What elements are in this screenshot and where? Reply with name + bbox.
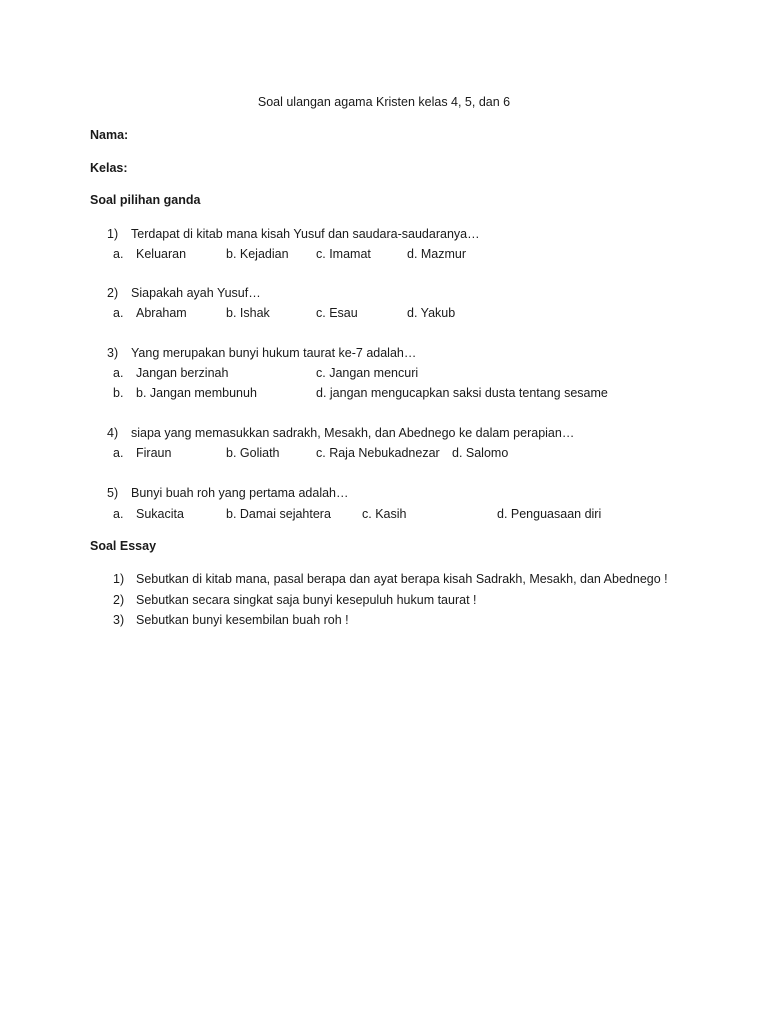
- question-text: Siapakah ayah Yusuf…: [131, 286, 261, 300]
- question-number: 3): [107, 346, 119, 360]
- essay-number: 1): [113, 572, 125, 586]
- option-d: d. Mazmur: [407, 247, 467, 261]
- option-a: Keluaran: [136, 247, 187, 261]
- question-text: Terdapat di kitab mana kisah Yusuf dan saudara-saudaranya…: [131, 227, 480, 241]
- question-number: 1): [107, 227, 119, 241]
- question-text: Yang merupakan bunyi hukum taurat ke-7 adalah…: [131, 346, 417, 360]
- option-row-letter: a.: [113, 446, 124, 460]
- essay-number: 2): [113, 593, 125, 607]
- option-d: d. Yakub: [407, 306, 456, 320]
- option-c: c. Raja Nebukadnezar: [316, 446, 440, 460]
- option-row-letter: a.: [113, 306, 124, 320]
- page-title: Soal ulangan agama Kristen kelas 4, 5, dan 6: [257, 95, 511, 109]
- option-c: c. Esau: [316, 306, 358, 320]
- option-row-letter: b.: [113, 386, 124, 400]
- essay-text: Sebutkan di kitab mana, pasal berapa dan ayat berapa kisah Sadrakh, Mesakh, dan Abednego !: [136, 572, 668, 586]
- option-b: b. Goliath: [226, 446, 280, 460]
- essay-text: Sebutkan bunyi kesembilan buah roh !: [136, 613, 349, 627]
- option-a: Firaun: [136, 446, 172, 460]
- option-c: c. Imamat: [316, 247, 371, 261]
- option-row-letter: a.: [113, 247, 124, 261]
- option-d: d. Salomo: [452, 446, 509, 460]
- essay-section-heading: Soal Essay: [90, 539, 157, 553]
- mc-section-heading: Soal pilihan ganda: [90, 193, 201, 207]
- question-number: 4): [107, 426, 119, 440]
- kelas-field-label: Kelas:: [90, 161, 128, 175]
- option-b: b. Damai sejahtera: [226, 507, 331, 521]
- option-b: b. Jangan membunuh: [136, 386, 257, 400]
- option-b: b. Kejadian: [226, 247, 289, 261]
- option-a: Abraham: [136, 306, 187, 320]
- option-a: Sukacita: [136, 507, 184, 521]
- option-c: c. Kasih: [362, 507, 407, 521]
- option-b: b. Ishak: [226, 306, 270, 320]
- option-d: d. jangan mengucapkan saksi dusta tentang sesame: [316, 386, 608, 400]
- option-a: Jangan berzinah: [136, 366, 229, 380]
- option-row-letter: a.: [113, 507, 124, 521]
- question-number: 5): [107, 486, 119, 500]
- question-text: siapa yang memasukkan sadrakh, Mesakh, dan Abednego ke dalam perapian…: [131, 426, 575, 440]
- question-text: Bunyi buah roh yang pertama adalah…: [131, 486, 349, 500]
- question-number: 2): [107, 286, 119, 300]
- option-d: d. Penguasaan diri: [497, 507, 602, 521]
- essay-text: Sebutkan secara singkat saja bunyi kesepuluh hukum taurat !: [136, 593, 477, 607]
- option-c: c. Jangan mencuri: [316, 366, 419, 380]
- nama-field-label: Nama:: [90, 128, 129, 142]
- essay-number: 3): [113, 613, 125, 627]
- option-row-letter: a.: [113, 366, 124, 380]
